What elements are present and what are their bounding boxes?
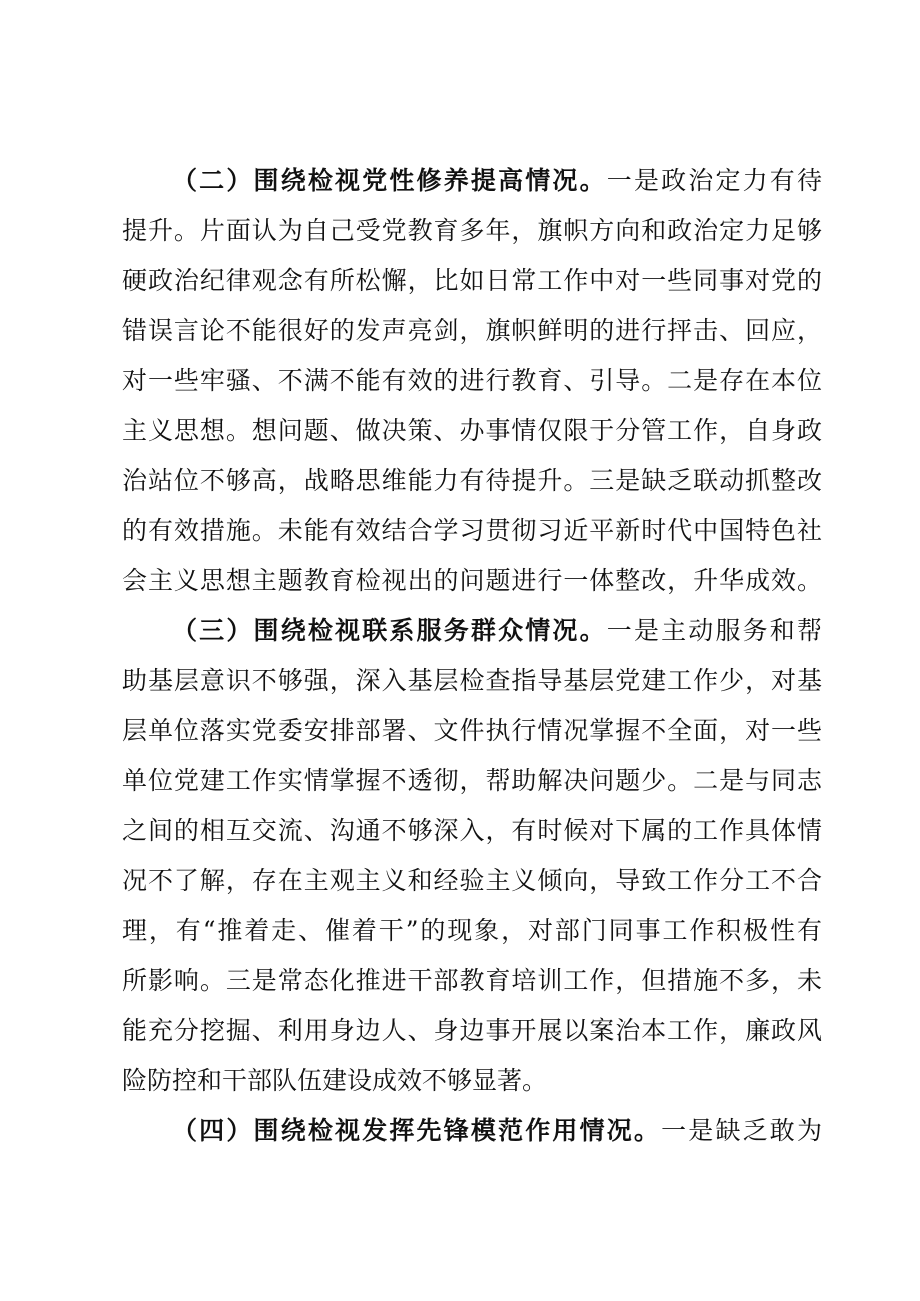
paragraph-2-line-6: 主义思想。想问题、做决策、办事情仅限于分管工作，自身政 [122,416,822,445]
paragraph-3-line-6: 况不了解，存在主观主义和经验主义倾向，导致工作分工不合 [122,866,822,895]
paragraph-3-line-1 [172,611,822,651]
paragraph-2-line-8: 的有效措施。未能有效结合学习贯彻习近平新时代中国特色社 [122,516,822,545]
paragraph-3-line-9: 能充分挖掘、利用身边人、身边事开展以案治本工作，廉政风 [122,1016,822,1045]
paragraph-3-line-7: 理，有“推着走、催着干”的现象，对部门同事工作积极性有 [122,916,822,945]
paragraph-2-lead-text: 一是政治定力有待 [606,166,822,195]
paragraph-3-lead-text: 一是主动服务和帮 [606,616,822,645]
paragraph-3-line-3: 层单位落实党委安排部署、文件执行情况掌握不全面，对一些 [122,716,822,745]
paragraph-2-line-4: 错误言论不能很好的发声亮剑，旗帜鲜明的进行抨击、回应， [122,316,822,345]
section-heading-3: （三）围绕检视联系服务群众情况。 [172,616,607,645]
paragraph-2-line-2: 提升。片面认为自己受党教育多年，旗帜方向和政治定力足够 [122,216,822,245]
section-heading-4: （四）围绕检视发挥先锋模范作用情况。 [172,1116,662,1145]
paragraph-4-line-1 [172,1111,822,1151]
paragraph-3-line-2: 助基层意识不够强，深入基层检查指导基层党建工作少，对基 [122,666,822,695]
paragraph-3-line-8: 所影响。三是常态化推进干部教育培训工作，但措施不多，未 [122,966,822,995]
paragraph-2-line-3: 硬政治纪律观念有所松懈，比如日常工作中对一些同事对党的 [122,266,822,295]
paragraph-2-line-1 [172,161,822,201]
paragraph-4-lead-text: 一是缺乏敢为 [661,1116,822,1145]
paragraph-2-line-9: 会主义思想主题教育检视出的问题进行一体整改，升华成效。 [122,566,822,595]
paragraph-3-line-5: 之间的相互交流、沟通不够深入，有时候对下属的工作具体情 [122,816,822,845]
paragraph-2-line-5: 对一些牢骚、不满不能有效的进行教育、引导。二是存在本位 [122,366,822,395]
section-heading-2: （二）围绕检视党性修养提高情况。 [172,166,607,195]
paragraph-3-line-10: 险防控和干部队伍建设成效不够显著。 [122,1066,548,1095]
paragraph-3-line-4: 单位党建工作实情掌握不透彻，帮助解决问题少。二是与同志 [122,766,822,795]
paragraph-2-line-7: 治站位不够高，战略思维能力有待提升。三是缺乏联动抓整改 [122,466,822,495]
